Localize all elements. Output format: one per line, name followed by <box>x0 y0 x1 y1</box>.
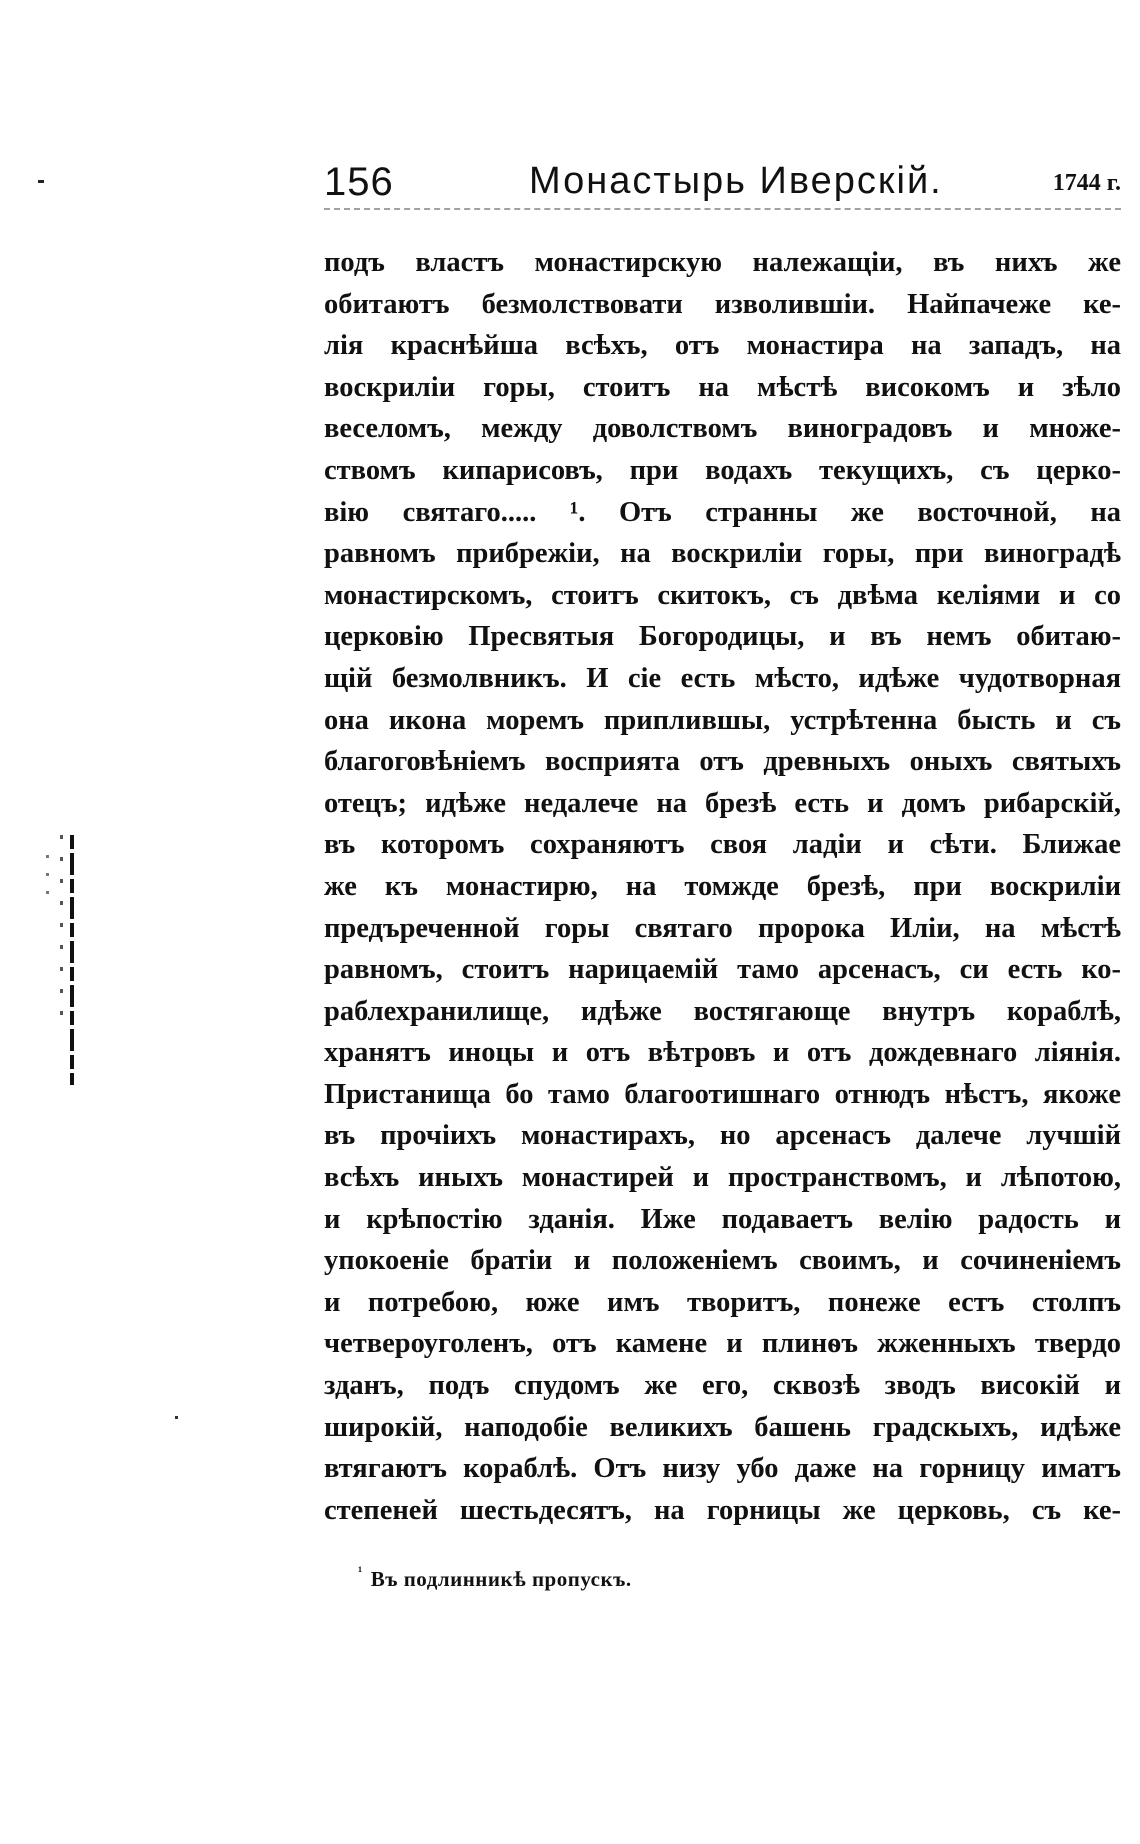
text-line: отецъ; идѣже недалече на брезѣ есть и домъ рибарскій, <box>324 787 1121 819</box>
text-line: она икона моремъ приплившы, устрѣтенна бысть и съ <box>324 704 1121 736</box>
scan-speck <box>175 1416 178 1419</box>
text-line: втягаютъ кораблѣ. Отъ низу убо даже на горницу иматъ <box>324 1453 1121 1485</box>
margin-mark <box>46 855 49 895</box>
text-line: степеней шестьдесятъ, на горницы же церковь, съ ке- <box>324 1494 1121 1526</box>
margin-binding-marks <box>60 835 80 1085</box>
text-line: монастирскомъ, стоитъ скитокъ, съ двѣма келіями и со <box>324 579 1121 611</box>
body-text <box>324 242 1121 1531</box>
header-year: 1744 г. <box>1052 170 1121 196</box>
text-line: раблехранилище, идѣже востягающе внутръ кораблѣ, <box>324 995 1121 1027</box>
text-line: благоговѣніемъ восприята отъ древныхъ оныхъ святыхъ <box>324 746 1121 778</box>
page-header <box>324 152 1121 212</box>
text-line: подъ властъ монастирскую належащіи, въ нихъ же <box>324 247 1121 278</box>
text-line: хранятъ иноцы и отъ вѣтровъ и отъ дождевнаго ліянія. <box>324 1037 1121 1069</box>
text-line: Пристанища бо тамо благоотишнаго отнюдъ нѣстъ, якоже <box>324 1078 1121 1110</box>
text-line: и крѣпостію зданія. Иже подаваетъ велію радость и <box>324 1203 1121 1235</box>
scan-speck <box>38 180 44 183</box>
text-line: предъреченной горы святаго пророка Иліи, на мѣстѣ <box>324 912 1121 944</box>
text-line: зданъ, подъ спудомъ же его, сквозѣ зводъ високій и <box>324 1370 1121 1402</box>
text-line: равномъ прибрежіи, на воскриліи горы, при виноградѣ <box>324 538 1121 570</box>
running-title: Монастырь Иверскій. <box>529 160 943 202</box>
text-line: вію святаго..... ¹. Отъ странны же восточной, на <box>324 496 1121 528</box>
text-line: обитаютъ безмолствовати изволившіи. Найпачеже ке- <box>324 288 1121 320</box>
text-line: щій безмолвникъ. И сіе есть мѣсто, идѣже чудотворная <box>324 662 1121 694</box>
footnote-marker: ¹ <box>358 1565 363 1580</box>
footnote <box>358 1567 632 1592</box>
text-line: же къ монастирю, на томжде брезѣ, при воскриліи <box>324 870 1121 902</box>
text-line: четвероуголенъ, отъ камене и плинѳъ жженныхъ твердо <box>324 1328 1121 1360</box>
text-line: веселомъ, между доволствомъ виноградовъ и множе- <box>324 413 1121 445</box>
text-line: въ которомъ сохраняютъ своя ладіи и сѣти. Ближае <box>324 829 1121 861</box>
text-line: воскриліи горы, стоитъ на мѣстѣ високомъ и зѣло <box>324 371 1121 403</box>
text-line: широкій, наподобіе великихъ башень градскыхъ, идѣже <box>324 1411 1121 1443</box>
text-line: лія краснѣйша всѣхъ, отъ монастира на западъ, на <box>324 330 1121 362</box>
text-line: ствомъ кипарисовъ, при водахъ текущихъ, съ церко- <box>324 454 1121 486</box>
margin-mark <box>70 835 74 1085</box>
text-line: церковію Пресвятыя Богородицы, и въ немъ обитаю- <box>324 621 1121 653</box>
text-line: въ прочіихъ монастирахъ, но арсенасъ далече лучшій <box>324 1120 1121 1152</box>
text-line: всѣхъ иныхъ монастирей и пространствомъ, и лѣпотою, <box>324 1162 1121 1194</box>
text-line: и потребою, юже имъ творитъ, понеже естъ столпъ <box>324 1286 1121 1318</box>
margin-mark <box>60 835 63 1015</box>
header-rule <box>324 208 1121 210</box>
text-line: упокоеніе братіи и положеніемъ своимъ, и сочиненіемъ <box>324 1245 1121 1277</box>
footnote-text: Въ подлинникѣ пропускъ. <box>370 1567 632 1591</box>
page-number: 156 <box>324 160 394 204</box>
text-line: равномъ, стоитъ нарицаемій тамо арсенасъ, си есть ко- <box>324 954 1121 986</box>
